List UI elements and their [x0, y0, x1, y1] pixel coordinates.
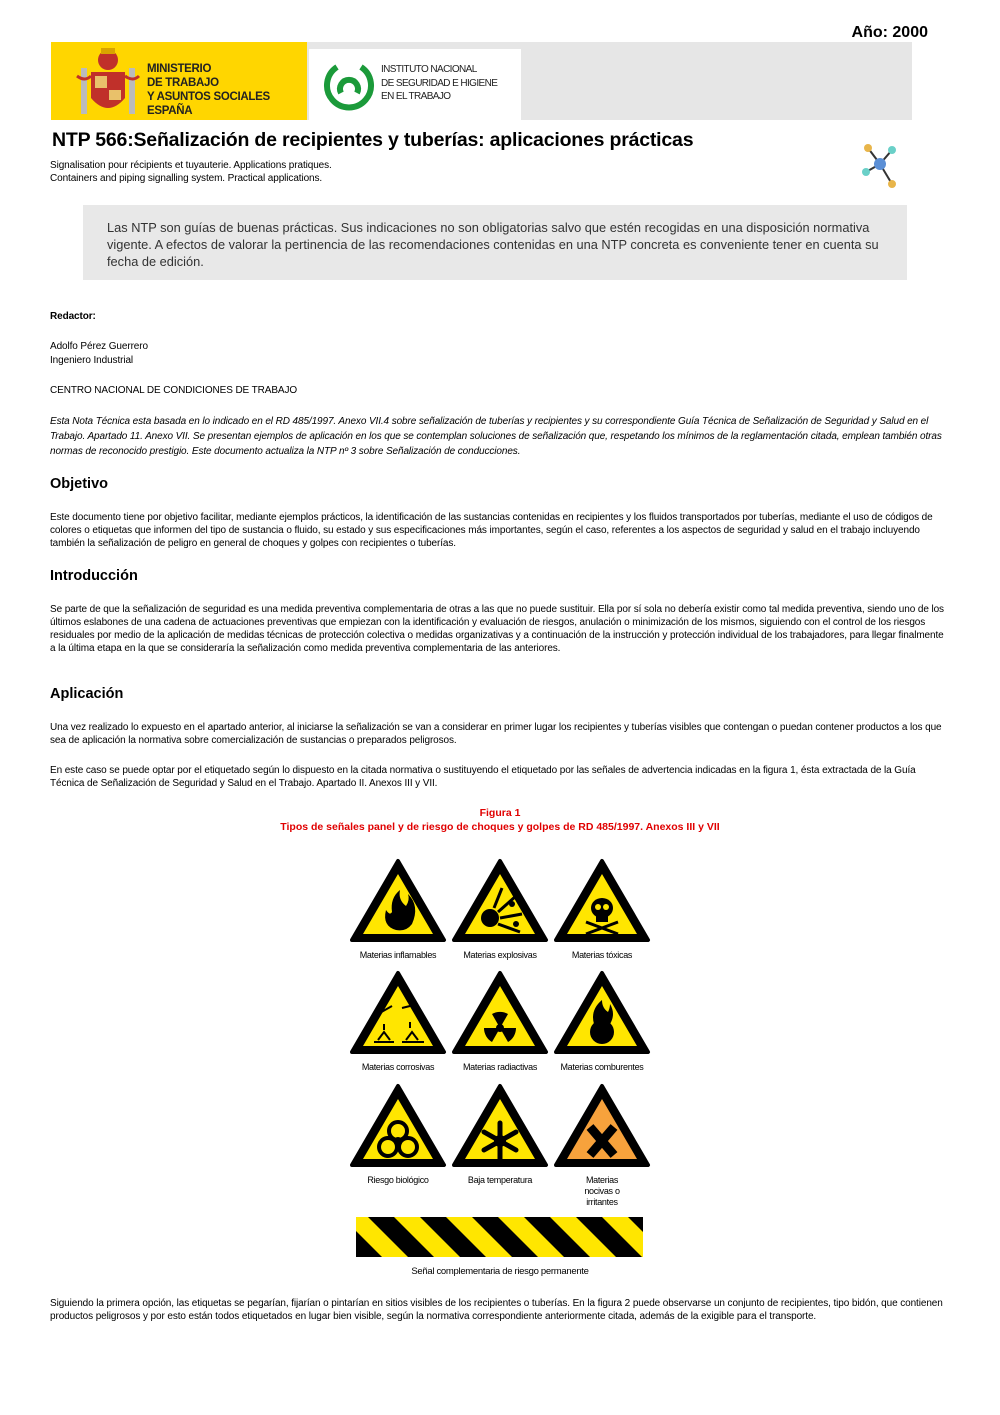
header-banner [51, 42, 912, 120]
author-label: Redactor: [50, 311, 96, 322]
hazard-sign-label: Materias comburentes [560, 1062, 644, 1072]
hazard-sign [552, 856, 652, 961]
hazard-sign [348, 968, 448, 1073]
cross-icon [552, 1081, 652, 1171]
hazard-sign-label: Riesgo biológico [367, 1175, 429, 1185]
oxidizer-icon [552, 968, 652, 1058]
disclaimer-box [83, 205, 907, 280]
figure-caption: Tipos de señales panel y de riesgo de choques y golpes de RD 485/1997. Anexos III y VII [280, 821, 720, 833]
hazard-sign [348, 856, 448, 961]
hazard-sign [552, 968, 652, 1073]
hazard-sign-label: Materias explosivas [463, 950, 537, 960]
institute-emblem-icon [323, 59, 375, 111]
flame-icon [348, 856, 448, 946]
figure-label: Figura 1 [479, 807, 521, 819]
heading-introduccion: Introducción [50, 568, 138, 584]
institute-logo [309, 49, 521, 120]
skull-icon [552, 856, 652, 946]
hazard-sign-label: Materias inflamables [359, 950, 437, 960]
page-title: NTP 566:Señalización de recipientes y tuberías: aplicaciones prácticas [52, 129, 694, 151]
institute-line: DE SEGURIDAD E HIGIENE [381, 77, 498, 89]
coat-of-arms-icon [75, 46, 141, 118]
hazard-sign [450, 856, 550, 961]
disclaimer-text: Las NTP son guías de buenas prácticas. Sus indicaciones no son obligatorias salvo que estén recogidas en una disposición normativa vigente. A efectos de valorar la pertinencia de las recomendaciones contenidas en una NTP concreta es conveniente tener en cuenta su fecha de edición. [107, 220, 879, 269]
author-center: CENTRO NACIONAL DE CONDICIONES DE TRABAJO [50, 385, 298, 396]
aplicacion-p3: Siguiendo la primera opción, las etiquetas se pegarían, fijarían o pintarían en sitios visibles de los recipientes o tuberías. En la figura 2 puede observarse un conjunto de recipientes, tipo bidón, que contienen productos peligrosos y por esto están todos etiquetados en lugar bien visible, según la normativa correspondiente anteriormente citada, además de la exigible para el transporte. [50, 1298, 943, 1322]
hazard-sign-label: Materias nocivas o irritantes [584, 1175, 620, 1207]
biohazard-icon [348, 1081, 448, 1171]
hazard-sign-label: Materias corrosivas [361, 1062, 435, 1072]
stripe-label: Señal complementaria de riesgo permanente [411, 1266, 589, 1277]
hazard-sign [450, 1081, 550, 1186]
corrosive-icon [348, 968, 448, 1058]
heading-aplicacion: Aplicación [50, 686, 124, 702]
author-role: Ingeniero Industrial [50, 355, 134, 366]
hazard-sign [348, 1081, 448, 1186]
objetivo-text: Este documento tiene por objetivo facilitar, mediante ejemplos prácticos, la identificación de las sustancias contenidas en recipientes y los fluidos transportados por tuberías, mediante el uso de códigos de colores o etiquetas que informen del tipo de sustancia o fluido, su estado y sus especificaciones más importantes, según el caso, referentes a los aspectos de seguridad y salud en el trabajo incluyendo también la señalización de peligro en general de choques y golpes con recipientes o tuberías. [50, 512, 933, 549]
subtitle-english: Containers and piping signalling system. Practical applications. [50, 173, 323, 184]
hazard-sign-label: Baja temperatura [467, 1175, 533, 1185]
snowflake-icon [450, 1081, 550, 1171]
heading-objetivo: Objetivo [50, 476, 109, 492]
radiation-icon [450, 968, 550, 1058]
introduccion-text: Se parte de que la señalización de seguridad es una medida preventiva complementaria de otras a las que no puede sustituir. Ella por sí sola no debería existir como tal medida preventiva, siendo uno de los últimos eslabones de una cadena de actuaciones preventivas que empiezan con la identificación y evaluación de riesgos, anulación o minimización de los mismos, siguiendo con el control de los riesgos residuales por medio de la aplicación de medidas técnicas de protección colectiva o medidas organizativas y a continuación de la instrucción y protección individual de los trabajadores, para llegar finalmente a la última etapa en la que se consideraría la señalización como medida preventiva complementaria de las anteriores. [50, 604, 944, 654]
aplicacion-p1: Una vez realizado lo expuesto en el apartado anterior, al iniciarse la señalización se van a considerar en primer lugar los recipientes y tuberías visibles que contengan o puedan contener productos a los que sea de aplicación la normativa sobre comercialización de sustancias o preparados peligrosos. [50, 722, 942, 746]
hazard-sign-label: Materias radiactivas [462, 1062, 538, 1072]
institute-line: INSTITUTO NACIONAL [381, 64, 477, 75]
country-line: ESPAÑA [147, 105, 193, 117]
ministry-line: DE TRABAJO [147, 77, 219, 89]
hazard-sign [552, 1081, 652, 1208]
institute-line: EN EL TRABAJO [381, 91, 451, 102]
ministry-line: Y ASUNTOS SOCIALES [147, 91, 270, 103]
subtitle-french: Signalisation pour récipients et tuyauterie. Applications pratiques. [50, 160, 332, 171]
aplicacion-p2: En este caso se puede optar por el etiquetado según lo dispuesto en la citada normativa o sustituyendo el etiquetado por las señales de advertencia indicadas en la figura 1, ésta extractada de la Guía Técnica de Señalización de Seguridad y Salud en el Trabajo. Apartado II. Anexos III y VII. [50, 765, 916, 789]
ministry-line: MINISTERIO [147, 63, 212, 75]
explosion-icon [450, 856, 550, 946]
author-name: Adolfo Pérez Guerrero [50, 341, 148, 352]
intro-italic: Esta Nota Técnica esta basada en lo indicado en el RD 485/1997. Anexo VII.4 sobre señalización de tuberías y recipientes y su correspondiente Guía Técnica de Señalización de Seguridad y Salud en el Trabajo. Apartado 11. Anexo VII. Se presentan ejemplos de aplicación en los que se contemplan soluciones de señalización que, respetando los mínimos de la reglamentación citada, emplean también otras normas de reconocido prestigio. Este documento actualiza la NTP nº 3 sobre Señalización de conducciones. [50, 416, 942, 457]
hazard-stripe-sign [356, 1217, 643, 1257]
ministry-logo [51, 42, 307, 120]
hazard-sign-label: Materias tóxicas [571, 950, 633, 960]
hazard-sign [450, 968, 550, 1073]
year-label: Año: 2000 [851, 24, 928, 41]
